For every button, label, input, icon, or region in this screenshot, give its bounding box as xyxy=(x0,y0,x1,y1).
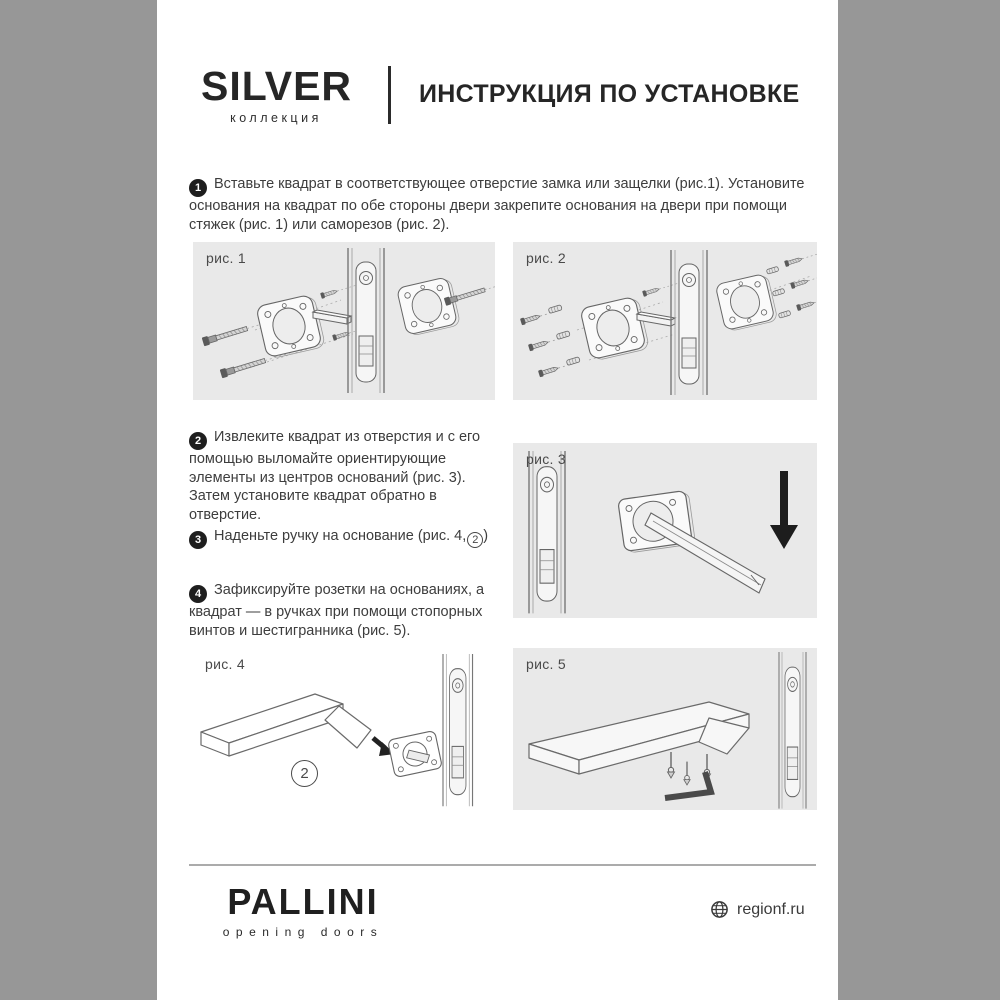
figure-4-illustration xyxy=(189,648,491,810)
footer-logo xyxy=(203,881,403,939)
step-3-figure-ref-badge: 2 xyxy=(467,532,483,548)
figure-5-panel xyxy=(513,648,817,810)
step-2 xyxy=(189,428,509,525)
step-1 xyxy=(189,175,817,234)
figure-4-area xyxy=(189,648,491,810)
globe-icon xyxy=(710,900,729,919)
step-2-number: 2 xyxy=(189,432,207,450)
figure-1-label: рис. 1 xyxy=(206,250,246,266)
step-4 xyxy=(189,581,519,640)
header-divider xyxy=(388,66,391,124)
step-3 xyxy=(189,527,524,549)
footer-brand-name: PALLINI xyxy=(227,881,379,922)
figure-2-panel xyxy=(513,242,817,400)
step-1-number: 1 xyxy=(189,179,207,197)
figure-3-illustration xyxy=(513,443,817,618)
figure-4-step-ref-badge: 2 xyxy=(291,760,318,787)
step-1-text: Вставьте квадрат в соответствующее отверстие замка или защелки (рис.1). Установите основания на квадрат по обе стороны двери закрепите основания на двери при помощи стяжек (рис. 1) или саморезов (рис. 2). xyxy=(189,176,805,233)
footer-divider xyxy=(189,864,816,866)
figure-5-illustration xyxy=(513,648,817,810)
figure-3-panel xyxy=(513,443,817,618)
step-3-text-suffix: ) xyxy=(483,528,489,544)
footer-brand-tagline: opening doors xyxy=(222,925,384,939)
website-url: regionf.ru xyxy=(737,900,805,918)
figure-2-label: рис. 2 xyxy=(526,250,566,266)
step-4-number: 4 xyxy=(189,585,207,603)
website-block xyxy=(710,900,805,919)
brand-collection-label: коллекция xyxy=(230,111,322,125)
figure-1-panel xyxy=(193,242,495,400)
step-3-text: Наденьте ручку на основание (рис. 4, xyxy=(214,528,467,544)
step-3-number: 3 xyxy=(189,531,207,549)
instruction-sheet xyxy=(157,0,838,1000)
page-title: ИНСТРУКЦИЯ ПО УСТАНОВКЕ xyxy=(419,80,800,108)
brand-logo xyxy=(201,63,353,125)
figure-5-label: рис. 5 xyxy=(526,656,566,672)
step-4-text: Зафиксируйте розетки на основаниях, а квадрат — в ручках при помощи стопорных винтов и шестигранника (рис. 5). xyxy=(189,582,485,639)
step-2-text: Извлеките квадрат из отверстия и с его помощью выломайте ориентирующие элементы из центров оснований (рис. 3). Затем установите квадрат обратно в отверстие. xyxy=(189,429,481,524)
figure-4-label: рис. 4 xyxy=(205,656,245,672)
brand-name: SILVER xyxy=(201,63,353,109)
figure-3-label: рис. 3 xyxy=(526,451,566,467)
